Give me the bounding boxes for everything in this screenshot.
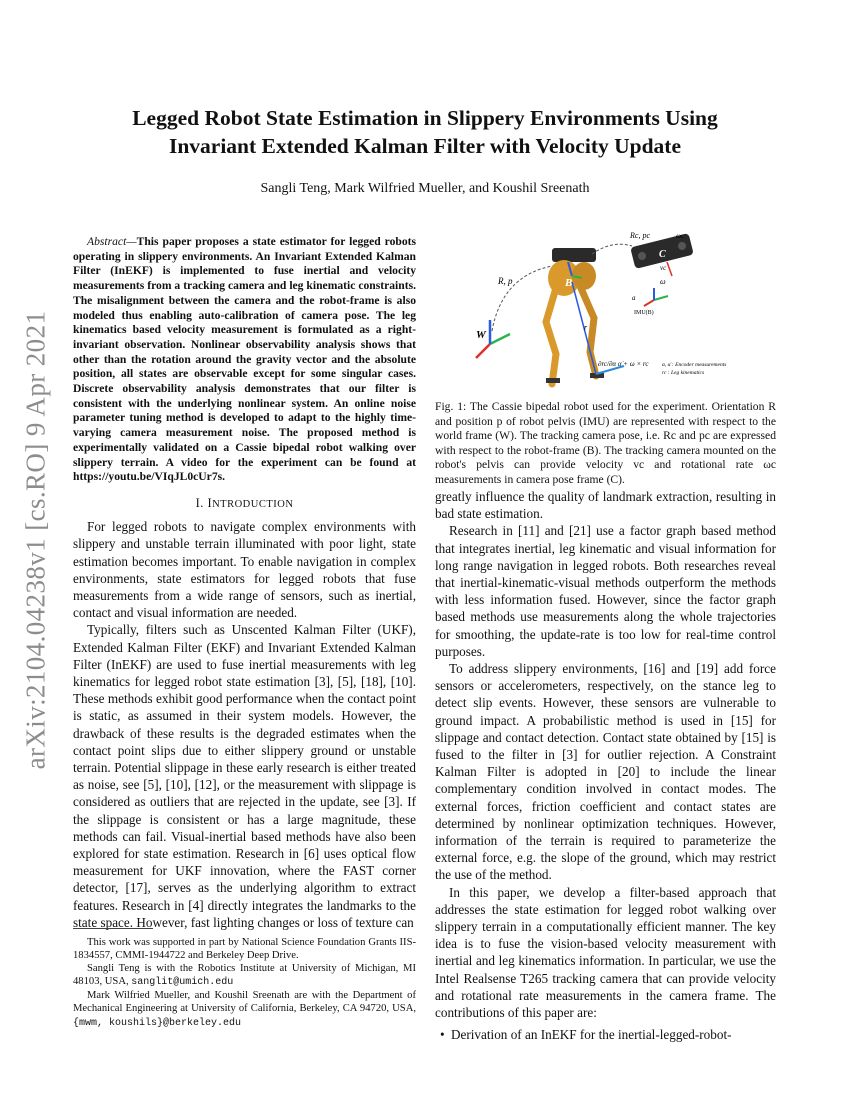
label-v-c: vc xyxy=(660,264,667,272)
label-velocity-formula: ∂rc/∂α α̇ + ω × rc xyxy=(598,360,649,368)
label-omega: ω xyxy=(660,277,666,286)
imu-frame-axes xyxy=(644,288,668,306)
right-paragraph-2: Research in [11] and [21] use a factor graph based method that integrates inertial, leg kinematic and visual information for long range navigation in legged robots. Both researches reveal that inertial-kinematic-visual methods outperform the methods with less information fused. However, since the factor graph based methods use measurements along the whole trajectories for smoothing, the update-rate is too low for real-time control purposes. xyxy=(435,523,776,659)
label-body: B xyxy=(565,277,573,289)
intro-paragraph-1: For legged robots to navigate complex environments with slippery and unstable terrain illuminated with poor light, state estimation becomes important. To enable navigation in complex environments, state estimators for legged robots that fuse measurements from a wide range of sensors, such as inertial, contact and visual information are needed. xyxy=(73,519,416,621)
left-column xyxy=(73,235,416,931)
arxiv-id: arXiv:2104.04238v1 [cs.RO] 9 Apr 2021 xyxy=(20,310,51,770)
authors: Sangli Teng, Mark Wilfried Mueller, and Koushil Sreenath xyxy=(260,181,590,196)
cassie-robot xyxy=(546,248,604,384)
footnote-affiliation-1 xyxy=(73,962,416,989)
legend-leg-kinematics: rc : Leg kinematics xyxy=(662,370,705,376)
section-cap: I xyxy=(207,495,213,510)
label-a: a xyxy=(632,294,636,302)
title-line-1: Legged Robot State Estimation in Slippery Environments Using xyxy=(132,106,718,130)
intro-paragraph-2: Typically, filters such as Unscented Kalman Filter (UKF), Extended Kalman Filter (EKF) and Invariant Extended Kalman Filter (InEKF) are used to fuse inertial measurements with leg kinematics for legged robot state estimation [3], [5], [18], [10]. These methods exhibit good performance when the contact point is static, as assumed in their system models. However, the drawback of these results is the degraded estimates when the contact point slips due to either slippery ground or unstable terrain. Potential slippage in these early research is either treated as noise, see [5], [10], [12], or the measurement with slippage is considered as outliers that are rejected in the update, see [3]. If the slippage is consistent or has a large magnitude, these methods can fail. Visual-inertial based methods have also been explored for state estimation. Research in [6] uses optical flow measurement for UKF innovation, where the FAST corner detector, [17], serves as the underlying algorithm to extract features. Research in [4] directly integrates the landmarks to the state space. However, fast lighting changes or loss of texture can xyxy=(73,622,416,930)
right-paragraph-4: In this paper, we develop a filter-based approach that addresses the state estimation for legged robot walking over slippery terrain in a computationally efficient manner. The key idea is to fuse the vision-based velocity measurement with inertial and leg kinematics information. In particular, we use the Intel Realsense T265 tracking camera that can provide velocity and rotational rate measurements in the camera frame. The contributions of this paper are: xyxy=(435,884,776,1021)
camera-velocity-arrow xyxy=(667,262,672,276)
figure-illustration xyxy=(472,226,772,394)
footnote-affiliation-2 xyxy=(73,989,416,1029)
label-camera-frame: C xyxy=(659,249,666,260)
footnote-affiliation-2-text: Mark Wilfried Mueller, and Koushil Sreenath are with the Department of Mechanical Engineering at University of California, Berkeley, CA 94720, USA, xyxy=(73,990,416,1015)
right-column xyxy=(435,488,776,1044)
label-Rcpc: Rc, pc xyxy=(630,231,650,240)
label-r: r xyxy=(584,323,588,332)
title-line-2: Invariant Extended Kalman Filter with Velocity Update xyxy=(168,134,682,158)
abstract xyxy=(73,235,416,485)
label-imu: IMU(B) xyxy=(634,310,654,316)
abstract-text: This paper proposes a state estimator for legged robots operating in slippery environments. An Invariant Extended Kalman Filter (InEKF) is implemented to fuse inertial and velocity measurements from a tracking camera and leg kinematic constraints. The misalignment between the camera and the robot-frame is also modeled thus enabling auto-calibration of camera pose. The leg kinematics based velocity measurement is formulated as a right-invariant observation. Nonlinear observability analysis shows that other than the rotation around the gravity vector and the absolute position, all states are observable except for some singular cases. Discrete observability analysis demonstrates that our filter is consistent with the underlying nonlinear system. An online noise parameter tuning method is developed to adapt to the highly time-varying camera measurement noise. The proposed method is experimentally validated on a Cassie bipedal robot walking over slippery terrain. A video for the experiment can be found at https://youtu.be/VIqJL0cUr7s. xyxy=(73,235,416,484)
section-rest: NTRODUCTION xyxy=(212,498,294,510)
footnote-funding: This work was supported in part by National Science Foundation Grants IIS-1834557, CMMI-1944722 and Berkeley Deep Drive. xyxy=(73,937,416,962)
contribution-bullet-1 xyxy=(440,1026,776,1043)
footnotes xyxy=(73,936,416,1030)
legend-encoder: α, α̇ : Encoder measurements xyxy=(662,362,727,368)
section-heading-introduction xyxy=(73,495,416,513)
label-world: W xyxy=(476,329,486,341)
email-link-berkeley[interactable]: {mwm, koushils}@berkeley.edu xyxy=(73,1017,242,1029)
contribution-1-text: Derivation of an InEKF for the inertial-legged-robot- xyxy=(451,1027,732,1043)
label-Rp: R, p xyxy=(498,276,513,286)
figure-caption: Fig. 1: The Cassie bipedal robot used for the experiment. Orientation R and position p of robot pelvis (IMU) are represented with respect to the world frame (W). The tracking camera pose, i.e. Rc and pc are expressed with respect to the robot-frame (B). The tracking camera mounted on the robot's pelvis can provide velocity vc and rotational rate ωc measurements in camera pose frame (C). xyxy=(435,400,776,486)
abstract-label: Abstract— xyxy=(87,235,137,248)
figure-cassie xyxy=(472,226,772,394)
right-paragraph-3: To address slippery environments, [16] and [19] add force sensors or accelerometers, respectively, on the stance leg to detect slip events. However, these sensors are vulnerable to ground impact. A probabilistic method is used in [15] for slippage and contact detection. Contact state obtained by [15] is fused to the filter in [3] for outlier rejection. A Constraint Kalman Filter is adopted in [20] to include the linear complementary condition involved in contact modes. The external forces, friction coefficient and contact states are determined by nonlinear optimization techniques. However, information of the terrain is required to parameterize the external force, e.g. the slope of the ground, which may restrict the use of the method. xyxy=(435,661,776,883)
footnote-affiliation-1-text: Sangli Teng is with the Robotics Institute at University of Michigan, MI 48103, USA, xyxy=(73,963,416,988)
footnote-rule xyxy=(73,928,153,929)
bullet-dot: • xyxy=(440,1027,445,1043)
paper-title xyxy=(90,104,760,160)
arxiv-stamp xyxy=(6,300,66,780)
section-number: I. xyxy=(195,495,204,510)
body-camera-arc xyxy=(592,244,632,254)
email-link-teng[interactable]: sanglit@umich.edu xyxy=(131,977,234,989)
label-omega-c: ωc xyxy=(676,232,685,240)
right-paragraph-1: greatly influence the quality of landmark extraction, resulting in bad state estimation. xyxy=(435,489,776,522)
